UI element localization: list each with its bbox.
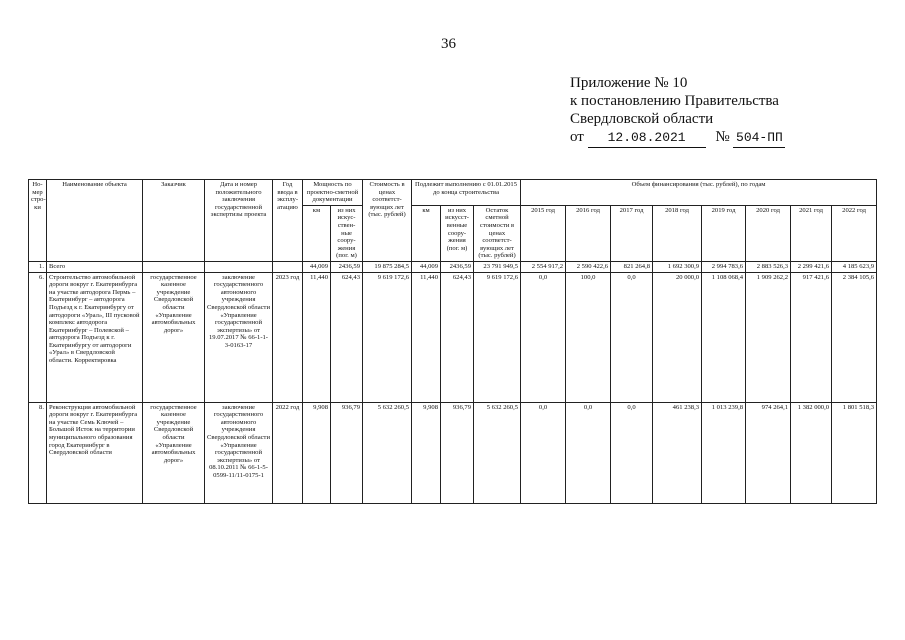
resolution-date: 12.08.2021 [588, 129, 706, 148]
cell-rest: 5 632 260,5 [474, 402, 521, 503]
cell-2018: 1 692 300,9 [653, 261, 702, 272]
col-header-remaining: Подлежит выполнению с 01.01.2015 до конца строительства [412, 180, 521, 206]
table-row [29, 402, 877, 503]
col-header-rest: Остаток сметной стоимости в ценах соответст-вующих лет (тыс. рублей) [474, 205, 521, 261]
cell-structures2: 624,43 [441, 272, 474, 402]
cell-year: 2023 год [273, 272, 303, 402]
col-header-year-2022: 2022 год [832, 205, 877, 261]
cell-year: 2022 год [273, 402, 303, 503]
cell-2018: 461 238,3 [653, 402, 702, 503]
cell-rest: 9 619 172,6 [474, 272, 521, 402]
cell-num: 8. [29, 402, 47, 503]
cell-2020: 974 264,1 [746, 402, 791, 503]
cell-name: Строительство автомобильной дороги вокруг г. Екатеринбурга на участке автодорога Пермь – Екатеринбург – автодорога Подъезд к г. Екатеринбургу от автодороги «Урал», III пусковой комплекс автодорога Екатеринбург – Полевской – автодорога Подъезд к г. Екатеринбургу от автодороги «Урал» в Свердловской области. Корректировка [47, 272, 143, 402]
resolution-line: к постановлению Правительства [570, 93, 779, 109]
table-row [29, 272, 877, 402]
cell-2022: 2 384 105,6 [832, 272, 877, 402]
cell-customer: государственное казенное учреждение Свердловской области «Управление автомобильных дорог» [143, 402, 205, 503]
cell-2019: 1 013 239,8 [702, 402, 746, 503]
cell-2021: 1 382 000,0 [791, 402, 832, 503]
number-label: № [715, 129, 730, 145]
cell-km: 11,440 [303, 272, 331, 402]
col-header-funding: Объем финансирования (тыс. рублей), по годам [521, 180, 877, 206]
col-header-cost: Стоимость в ценах соответст-вующих лет (тыс. рублей) [363, 180, 412, 262]
cell-2018: 20 000,0 [653, 272, 702, 402]
document-header [570, 74, 785, 148]
date-number-line [570, 128, 785, 148]
cell-2019: 1 108 068,4 [702, 272, 746, 402]
cell-2020: 2 883 526,3 [746, 261, 791, 272]
cell-2015: 0,0 [521, 402, 566, 503]
cell-rest: 23 791 949,5 [474, 261, 521, 272]
cell-expertise: заключение государственного автономного учреждения Свердловской области «Управление государственной экспертизы» от 19.07.2017 № 66-1-1-3-0163-17 [205, 272, 273, 402]
cell-structures: 624,43 [331, 272, 363, 402]
cell-2016: 0,0 [566, 402, 611, 503]
cell-structures: 2436,59 [331, 261, 363, 272]
col-header-km: км [303, 205, 331, 261]
cell-cost: 9 619 172,6 [363, 272, 412, 402]
col-header-year-2021: 2021 год [791, 205, 832, 261]
col-header-name: Наименование объекта [47, 180, 143, 262]
cell-2019: 2 994 783,6 [702, 261, 746, 272]
col-header-year-2016: 2016 год [566, 205, 611, 261]
resolution-number: 504-ПП [733, 129, 785, 148]
col-header-year-2019: 2019 год [702, 205, 746, 261]
cell-structures2: 936,79 [441, 402, 474, 503]
cell-num: 1. [29, 261, 47, 272]
cell-2021: 917 421,6 [791, 272, 832, 402]
cell-2021: 2 299 421,6 [791, 261, 832, 272]
cell-2015: 2 554 917,2 [521, 261, 566, 272]
funding-table [28, 179, 877, 504]
col-header-year-2017: 2017 год [611, 205, 653, 261]
region-line: Свердловской области [570, 111, 714, 127]
cell-km2: 9,908 [412, 402, 441, 503]
cell-km: 44,009 [303, 261, 331, 272]
cell-2015: 0,0 [521, 272, 566, 402]
cell-year [273, 261, 303, 272]
table-header-row [29, 180, 877, 206]
appendix-title: Приложение № 10 [570, 75, 688, 91]
col-header-expertise: Дата и номер положительного заключения государственной экспертизы проекта [205, 180, 273, 262]
cell-expertise: заключение государственного автономного учреждения Свердловской области «Управление государственной экспертизы» от 08.10.2011 № 66-1-5-0599-11/11-0175-1 [205, 402, 273, 503]
cell-2017: 0,0 [611, 402, 653, 503]
table-row-total [29, 261, 877, 272]
cell-2016: 100,0 [566, 272, 611, 402]
cell-km: 9,908 [303, 402, 331, 503]
col-header-km2: км [412, 205, 441, 261]
cell-2022: 1 801 518,3 [832, 402, 877, 503]
col-header-year-2020: 2020 год [746, 205, 791, 261]
cell-structures2: 2436,59 [441, 261, 474, 272]
cell-name: Всего [47, 261, 143, 272]
cell-structures: 936,79 [331, 402, 363, 503]
cell-km2: 44,009 [412, 261, 441, 272]
page-number: 36 [441, 36, 456, 52]
cell-cost: 5 632 260,5 [363, 402, 412, 503]
cell-km2: 11,440 [412, 272, 441, 402]
col-header-structures2: из них искусст-венные соору-жения (пог. м) [441, 205, 474, 261]
cell-2017: 821 264,8 [611, 261, 653, 272]
from-label: от [570, 129, 584, 145]
cell-customer [143, 261, 205, 272]
col-header-year-2015: 2015 год [521, 205, 566, 261]
col-header-num: Но-мер стро-ки [29, 180, 47, 262]
cell-expertise [205, 261, 273, 272]
col-header-year: Год ввода в эксплу-атацию [273, 180, 303, 262]
col-header-customer: Заказчик [143, 180, 205, 262]
col-header-structures: из них искус-ствен-ные соору-жения (пог. м) [331, 205, 363, 261]
cell-2016: 2 590 422,6 [566, 261, 611, 272]
col-header-year-2018: 2018 год [653, 205, 702, 261]
cell-2020: 1 909 262,2 [746, 272, 791, 402]
col-header-capacity: Мощность по проектно-сметной документации [303, 180, 363, 206]
cell-customer: государственное казенное учреждение Свердловской области «Управление автомобильных дорог» [143, 272, 205, 402]
cell-name: Реконструкция автомобильной дороги вокруг г. Екатеринбурга на участке Семь Ключей – Большой Исток на территории муниципального образования город Екатеринбург в Свердловской области [47, 402, 143, 503]
cell-cost: 19 875 284,5 [363, 261, 412, 272]
cell-2022: 4 185 623,9 [832, 261, 877, 272]
cell-num: 6. [29, 272, 47, 402]
cell-2017: 0,0 [611, 272, 653, 402]
